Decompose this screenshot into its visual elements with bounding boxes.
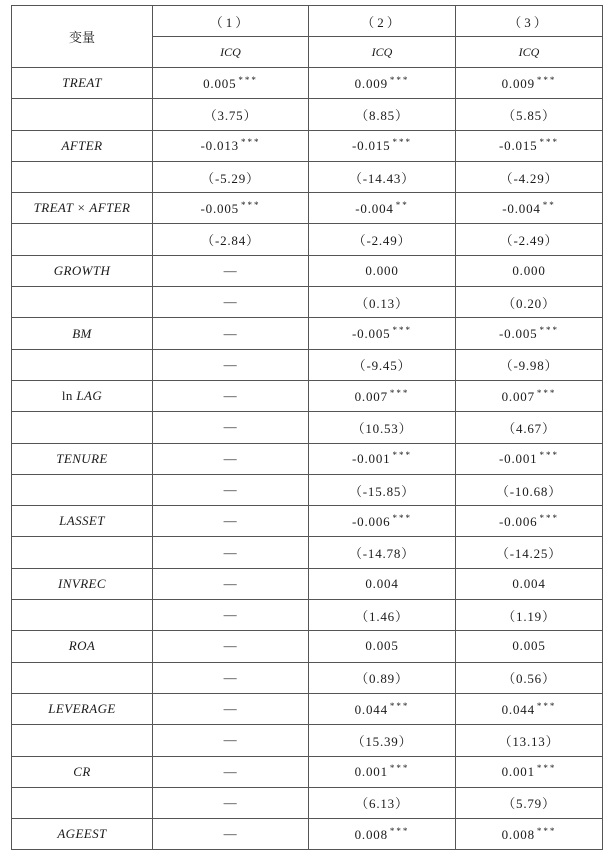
coefficient-cell (309, 380, 456, 411)
tstat-cell: （3.75） (153, 99, 309, 130)
table-row-coef (12, 819, 603, 850)
coefficient-value: — (223, 575, 238, 591)
tstat-cell: （5.79） (456, 787, 603, 818)
coefficient-value: -0.013 (200, 138, 239, 154)
table-row-coef (12, 318, 603, 349)
variable-name-cell (12, 693, 153, 724)
coefficient-cell (153, 130, 309, 161)
variable-name-cell (12, 443, 153, 474)
dependent-variable-2: ICQ (309, 37, 456, 68)
coefficient-cell (309, 756, 456, 787)
coefficient-cell (456, 631, 603, 662)
coefficient-value: 0.004 (365, 575, 399, 591)
table-row-coef (12, 506, 603, 537)
variable-name-prefix: ln (61, 388, 73, 404)
table-row-coef (12, 68, 603, 99)
coefficient-cell (309, 255, 456, 286)
coefficient-cell (456, 819, 603, 850)
coefficient-value: — (223, 388, 238, 404)
coefficient-value: 0.008 (354, 826, 388, 842)
coefficient-value: — (223, 325, 238, 341)
significance-stars: ** (542, 199, 556, 210)
column-number-3: （3） (456, 6, 603, 37)
variable-name: AGEEST (57, 826, 107, 842)
tstat-cell: （-14.78） (309, 537, 456, 568)
empty-label-cell (12, 725, 153, 756)
variable-name: AFTER (61, 137, 103, 153)
coefficient-value: -0.004 (355, 200, 394, 216)
variable-name-cell (12, 631, 153, 662)
coefficient-cell (153, 193, 309, 224)
table-row-coef (12, 631, 603, 662)
coefficient-cell (309, 568, 456, 599)
variable-name-cell (12, 568, 153, 599)
tstat-cell: — (153, 662, 309, 693)
dependent-variable-1: ICQ (153, 37, 309, 68)
empty-label-cell (12, 537, 153, 568)
tstat-cell: （1.19） (456, 600, 603, 631)
tstat-cell: — (153, 474, 309, 505)
tstat-cell: （10.53） (309, 412, 456, 443)
coefficient-cell (309, 631, 456, 662)
coefficient-value: 0.009 (354, 75, 388, 91)
table-row-tstat (12, 537, 603, 568)
coefficient-cell (153, 255, 309, 286)
tstat-cell: （6.13） (309, 787, 456, 818)
tstat-cell: （-4.29） (456, 161, 603, 192)
variable-name: TREAT × AFTER (33, 200, 131, 216)
empty-label-cell (12, 99, 153, 130)
table-row-tstat (12, 474, 603, 505)
coefficient-cell (456, 255, 603, 286)
tstat-cell: （-14.43） (309, 161, 456, 192)
variable-name-cell (12, 193, 153, 224)
tstat-cell: （15.39） (309, 725, 456, 756)
tstat-cell: （0.56） (456, 662, 603, 693)
variable-name: LASSET (59, 513, 105, 529)
coefficient-cell (456, 68, 603, 99)
coefficient-value: 0.001 (501, 764, 535, 780)
table-row-tstat (12, 161, 603, 192)
empty-label-cell (12, 474, 153, 505)
tstat-cell: （13.13） (456, 725, 603, 756)
variable-name (62, 388, 102, 403)
coefficient-value: — (223, 262, 238, 278)
table-row-tstat (12, 787, 603, 818)
tstat-cell: — (153, 537, 309, 568)
tstat-cell: （1.46） (309, 600, 456, 631)
coefficient-value: -0.005 (200, 200, 239, 216)
tstat-cell: （-2.84） (153, 224, 309, 255)
coefficient-cell (309, 443, 456, 474)
empty-label-cell (12, 412, 153, 443)
empty-label-cell (12, 787, 153, 818)
variable-name-cell (12, 318, 153, 349)
significance-stars: *** (536, 387, 557, 398)
table-body (12, 68, 603, 850)
significance-stars: *** (389, 825, 410, 836)
variable-name: GROWTH (53, 262, 111, 278)
significance-stars: *** (392, 512, 412, 523)
tstat-cell: （-5.29） (153, 161, 309, 192)
coefficient-value: -0.015 (352, 138, 391, 154)
tstat-cell: — (153, 412, 309, 443)
column-number-1: （1） (153, 6, 309, 37)
coefficient-cell (153, 318, 309, 349)
coefficient-cell (309, 318, 456, 349)
coefficient-cell (153, 443, 309, 474)
coefficient-value: 0.008 (501, 826, 535, 842)
header-row-columns (12, 6, 603, 37)
regression-table (11, 5, 603, 850)
variable-name-italic: LAG (76, 388, 103, 404)
significance-stars: *** (389, 387, 410, 398)
table-row-tstat (12, 412, 603, 443)
significance-stars: *** (536, 74, 557, 85)
table-row-coef (12, 130, 603, 161)
significance-stars: *** (392, 325, 412, 336)
coefficient-value: -0.001 (352, 451, 391, 467)
coefficient-cell (456, 380, 603, 411)
coefficient-value: 0.007 (501, 388, 535, 404)
variable-name-cell (12, 380, 153, 411)
coefficient-value: 0.007 (354, 388, 388, 404)
table-row-tstat (12, 287, 603, 318)
coefficient-cell (309, 130, 456, 161)
tstat-cell: （5.85） (456, 99, 603, 130)
coefficient-cell (153, 68, 309, 99)
coefficient-cell (309, 506, 456, 537)
variable-name-cell (12, 506, 153, 537)
tstat-cell: （-15.85） (309, 474, 456, 505)
variable-name-cell (12, 68, 153, 99)
coefficient-value: 0.044 (354, 701, 388, 717)
coefficient-cell (309, 193, 456, 224)
variable-name-cell (12, 130, 153, 161)
coefficient-cell (153, 380, 309, 411)
tstat-cell: （-9.45） (309, 349, 456, 380)
column-number-2: （2） (309, 6, 456, 37)
tstat-cell: （-9.98） (456, 349, 603, 380)
tstat-cell: — (153, 787, 309, 818)
empty-label-cell (12, 287, 153, 318)
coefficient-cell (456, 318, 603, 349)
coefficient-value: — (223, 638, 238, 654)
table-row-coef (12, 693, 603, 724)
coefficient-value: -0.001 (499, 451, 538, 467)
coefficient-cell (153, 506, 309, 537)
significance-stars: *** (539, 325, 559, 336)
table-row-tstat (12, 224, 603, 255)
tstat-cell: — (153, 287, 309, 318)
coefficient-value: -0.005 (499, 326, 538, 342)
dependent-variable-3: ICQ (456, 37, 603, 68)
significance-stars: *** (240, 199, 261, 210)
coefficient-value: 0.005 (203, 75, 237, 91)
coefficient-value: — (223, 450, 238, 466)
tstat-cell: — (153, 349, 309, 380)
table-header (12, 6, 603, 68)
coefficient-cell (309, 819, 456, 850)
significance-stars: *** (539, 512, 559, 523)
coefficient-value: — (223, 763, 238, 779)
variable-name-cell (12, 756, 153, 787)
significance-stars: *** (536, 700, 557, 711)
empty-label-cell (12, 349, 153, 380)
table-row-coef (12, 568, 603, 599)
tstat-cell: （0.13） (309, 287, 456, 318)
coefficient-cell (456, 568, 603, 599)
empty-label-cell (12, 161, 153, 192)
coefficient-cell (153, 631, 309, 662)
significance-stars: *** (392, 137, 412, 148)
coefficient-cell (153, 568, 309, 599)
coefficient-value: — (223, 701, 238, 717)
variable-name: CR (73, 763, 91, 779)
tstat-cell: （-2.49） (456, 224, 603, 255)
coefficient-value: — (223, 513, 238, 529)
coefficient-value: -0.004 (502, 200, 541, 216)
empty-label-cell (12, 662, 153, 693)
coefficient-value: 0.001 (354, 764, 388, 780)
tstat-cell: （0.20） (456, 287, 603, 318)
tstat-cell: （-10.68） (456, 474, 603, 505)
table-row-coef (12, 193, 603, 224)
coefficient-value: -0.015 (499, 138, 538, 154)
coefficient-cell (456, 193, 603, 224)
tstat-cell: （8.85） (309, 99, 456, 130)
coefficient-value: -0.006 (499, 513, 538, 529)
table-row-tstat (12, 349, 603, 380)
tstat-cell: （-14.25） (456, 537, 603, 568)
tstat-cell: （0.89） (309, 662, 456, 693)
significance-stars: *** (536, 763, 557, 774)
coefficient-cell (309, 693, 456, 724)
regression-table-container (11, 5, 602, 850)
coefficient-cell (309, 68, 456, 99)
variable-name: ROA (68, 638, 96, 654)
significance-stars: *** (389, 700, 410, 711)
significance-stars: *** (539, 137, 559, 148)
variable-name: TREAT (62, 75, 102, 91)
coefficient-cell (153, 756, 309, 787)
coefficient-cell (456, 506, 603, 537)
coefficient-value: -0.005 (352, 326, 391, 342)
coefficient-value: 0.000 (512, 262, 546, 278)
variable-name-cell (12, 255, 153, 286)
coefficient-cell (456, 756, 603, 787)
significance-stars: *** (392, 450, 412, 461)
coefficient-value: -0.006 (352, 513, 391, 529)
coefficient-value: 0.044 (501, 701, 535, 717)
coefficient-value: 0.009 (501, 75, 535, 91)
significance-stars: *** (389, 763, 410, 774)
significance-stars: *** (238, 74, 258, 85)
coefficient-value: 0.005 (365, 638, 399, 654)
table-row-coef (12, 443, 603, 474)
tstat-cell: — (153, 600, 309, 631)
coefficient-value: 0.000 (365, 262, 399, 278)
significance-stars: ** (395, 199, 409, 210)
tstat-cell: （-2.49） (309, 224, 456, 255)
table-row-coef (12, 756, 603, 787)
significance-stars: *** (536, 825, 557, 836)
table-row-tstat (12, 662, 603, 693)
coefficient-cell (153, 819, 309, 850)
significance-stars: *** (240, 137, 261, 148)
variable-name: INVREC (58, 575, 106, 591)
tstat-cell: — (153, 725, 309, 756)
coefficient-value: — (223, 826, 238, 842)
variable-column-header: 变量 (12, 6, 153, 68)
significance-stars: *** (539, 450, 559, 461)
table-row-coef (12, 255, 603, 286)
coefficient-cell (456, 130, 603, 161)
variable-name: LEVERAGE (48, 701, 116, 717)
coefficient-value: 0.004 (512, 575, 546, 591)
table-row-tstat (12, 725, 603, 756)
coefficient-cell (456, 693, 603, 724)
table-row-tstat (12, 600, 603, 631)
variable-name: TENURE (56, 450, 108, 466)
empty-label-cell (12, 600, 153, 631)
variable-name-cell (12, 819, 153, 850)
tstat-cell: （4.67） (456, 412, 603, 443)
significance-stars: *** (389, 74, 410, 85)
coefficient-cell (456, 443, 603, 474)
coefficient-value: 0.005 (512, 638, 546, 654)
variable-name: BM (72, 325, 92, 341)
empty-label-cell (12, 224, 153, 255)
table-row-coef (12, 380, 603, 411)
table-row-tstat (12, 99, 603, 130)
coefficient-cell (153, 693, 309, 724)
